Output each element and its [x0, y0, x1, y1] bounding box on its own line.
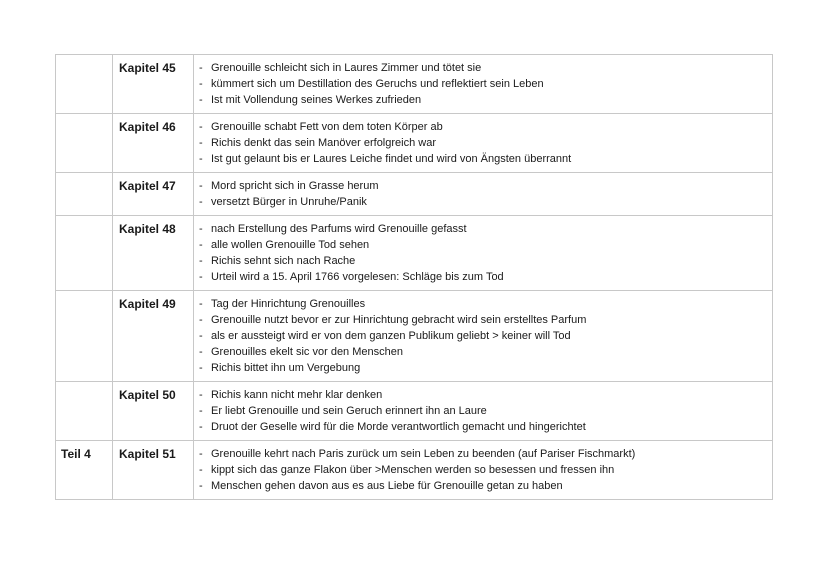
dash-bullet-icon: -: [199, 389, 203, 401]
summary-cell: [194, 216, 773, 291]
table-row: [56, 441, 773, 500]
list-item: [198, 387, 768, 403]
list-item-text: kümmert sich um Destillation des Geruchs und reflektiert sein Leben: [211, 78, 544, 90]
part-cell: [56, 216, 113, 291]
summary-cell: [194, 55, 773, 114]
part-cell: [56, 114, 113, 173]
chapter-cell: Kapitel 46: [113, 114, 194, 173]
list-item-text: Richis denkt das sein Manöver erfolgreich war: [211, 137, 436, 149]
summary-cell: [194, 173, 773, 216]
list-item-text: nach Erstellung des Parfums wird Grenouille gefasst: [211, 223, 467, 235]
list-item-text: Grenouille schleicht sich in Laures Zimmer und tötet sie: [211, 62, 482, 74]
list-item: [198, 446, 768, 462]
list-item-text: Menschen gehen davon aus es aus Liebe für Grenouille getan zu haben: [211, 480, 563, 492]
part-cell: Teil 4: [56, 441, 113, 500]
part-cell: [56, 291, 113, 382]
summary-list: [198, 119, 768, 167]
dash-bullet-icon: -: [199, 405, 203, 417]
dash-bullet-icon: -: [199, 137, 203, 149]
dash-bullet-icon: -: [199, 196, 203, 208]
list-item: [198, 478, 768, 494]
dash-bullet-icon: -: [199, 255, 203, 267]
list-item-text: Urteil wird a 15. April 1766 vorgelesen: Schläge bis zum Tod: [211, 271, 504, 283]
list-item: [198, 360, 768, 376]
list-item-text: Ist mit Vollendung seines Werkes zufrieden: [211, 94, 422, 106]
chapter-cell: Kapitel 50: [113, 382, 194, 441]
list-item: [198, 328, 768, 344]
list-item-text: versetzt Bürger in Unruhe/Panik: [211, 196, 367, 208]
summary-list: [198, 387, 768, 435]
dash-bullet-icon: -: [199, 298, 203, 310]
list-item-text: Grenouille kehrt nach Paris zurück um sein Leben zu beenden (auf Pariser Fischmarkt): [211, 448, 636, 460]
list-item: [198, 296, 768, 312]
chapter-cell: Kapitel 51: [113, 441, 194, 500]
list-item: [198, 76, 768, 92]
chapter-cell: Kapitel 47: [113, 173, 194, 216]
summary-cell: [194, 382, 773, 441]
dash-bullet-icon: -: [199, 314, 203, 326]
table-row: [56, 114, 773, 173]
dash-bullet-icon: -: [199, 94, 203, 106]
list-item-text: Grenouilles ekelt sic vor den Menschen: [211, 346, 403, 358]
dash-bullet-icon: -: [199, 153, 203, 165]
list-item-text: Grenouille schabt Fett von dem toten Körper ab: [211, 121, 443, 133]
dash-bullet-icon: -: [199, 330, 203, 342]
part-cell: [56, 55, 113, 114]
list-item-text: Richis kann nicht mehr klar denken: [211, 389, 383, 401]
list-item-text: alle wollen Grenouille Tod sehen: [211, 239, 370, 251]
list-item-text: kippt sich das ganze Flakon über >Menschen werden so besessen und fressen ihn: [211, 464, 615, 476]
chapter-cell: Kapitel 48: [113, 216, 194, 291]
chapter-cell: Kapitel 49: [113, 291, 194, 382]
part-cell: [56, 382, 113, 441]
table-body: [56, 55, 773, 500]
list-item: [198, 119, 768, 135]
list-item: [198, 344, 768, 360]
summary-cell: [194, 114, 773, 173]
dash-bullet-icon: -: [199, 223, 203, 235]
table-row: [56, 55, 773, 114]
list-item: [198, 269, 768, 285]
table-row: [56, 216, 773, 291]
part-cell: [56, 173, 113, 216]
chapter-summary-table: [55, 54, 773, 500]
summary-cell: [194, 441, 773, 500]
dash-bullet-icon: -: [199, 346, 203, 358]
list-item: [198, 60, 768, 76]
list-item-text: Er liebt Grenouille und sein Geruch erinnert ihn an Laure: [211, 405, 487, 417]
dash-bullet-icon: -: [199, 480, 203, 492]
list-item: [198, 178, 768, 194]
dash-bullet-icon: -: [199, 362, 203, 374]
summary-list: [198, 178, 768, 210]
dash-bullet-icon: -: [199, 448, 203, 460]
list-item-text: Ist gut gelaunt bis er Laures Leiche findet und wird von Ängsten überrannt: [211, 153, 572, 165]
summary-list: [198, 60, 768, 108]
list-item: [198, 419, 768, 435]
list-item: [198, 151, 768, 167]
dash-bullet-icon: -: [199, 121, 203, 133]
list-item: [198, 194, 768, 210]
dash-bullet-icon: -: [199, 180, 203, 192]
list-item: [198, 221, 768, 237]
table-row: [56, 382, 773, 441]
dash-bullet-icon: -: [199, 271, 203, 283]
table-row: [56, 173, 773, 216]
summary-list: [198, 446, 768, 494]
dash-bullet-icon: -: [199, 62, 203, 74]
list-item-text: Druot der Geselle wird für die Morde verantwortlich gemacht und hingerichtet: [211, 421, 586, 433]
summary-list: [198, 221, 768, 285]
dash-bullet-icon: -: [199, 464, 203, 476]
dash-bullet-icon: -: [199, 78, 203, 90]
table-row: [56, 291, 773, 382]
list-item: [198, 135, 768, 151]
chapter-cell: Kapitel 45: [113, 55, 194, 114]
list-item-text: Mord spricht sich in Grasse herum: [211, 180, 379, 192]
list-item-text: Grenouille nutzt bevor er zur Hinrichtung gebracht wird sein erstelltes Parfum: [211, 314, 587, 326]
list-item-text: Richis bittet ihn um Vergebung: [211, 362, 361, 374]
dash-bullet-icon: -: [199, 239, 203, 251]
summary-cell: [194, 291, 773, 382]
list-item: [198, 403, 768, 419]
list-item-text: als er aussteigt wird er von dem ganzen Publikum geliebt > keiner will Tod: [211, 330, 571, 342]
list-item: [198, 253, 768, 269]
list-item: [198, 237, 768, 253]
summary-list: [198, 296, 768, 376]
list-item-text: Richis sehnt sich nach Rache: [211, 255, 356, 267]
list-item: [198, 92, 768, 108]
list-item: [198, 312, 768, 328]
dash-bullet-icon: -: [199, 421, 203, 433]
list-item-text: Tag der Hinrichtung Grenouilles: [211, 298, 366, 310]
list-item: [198, 462, 768, 478]
